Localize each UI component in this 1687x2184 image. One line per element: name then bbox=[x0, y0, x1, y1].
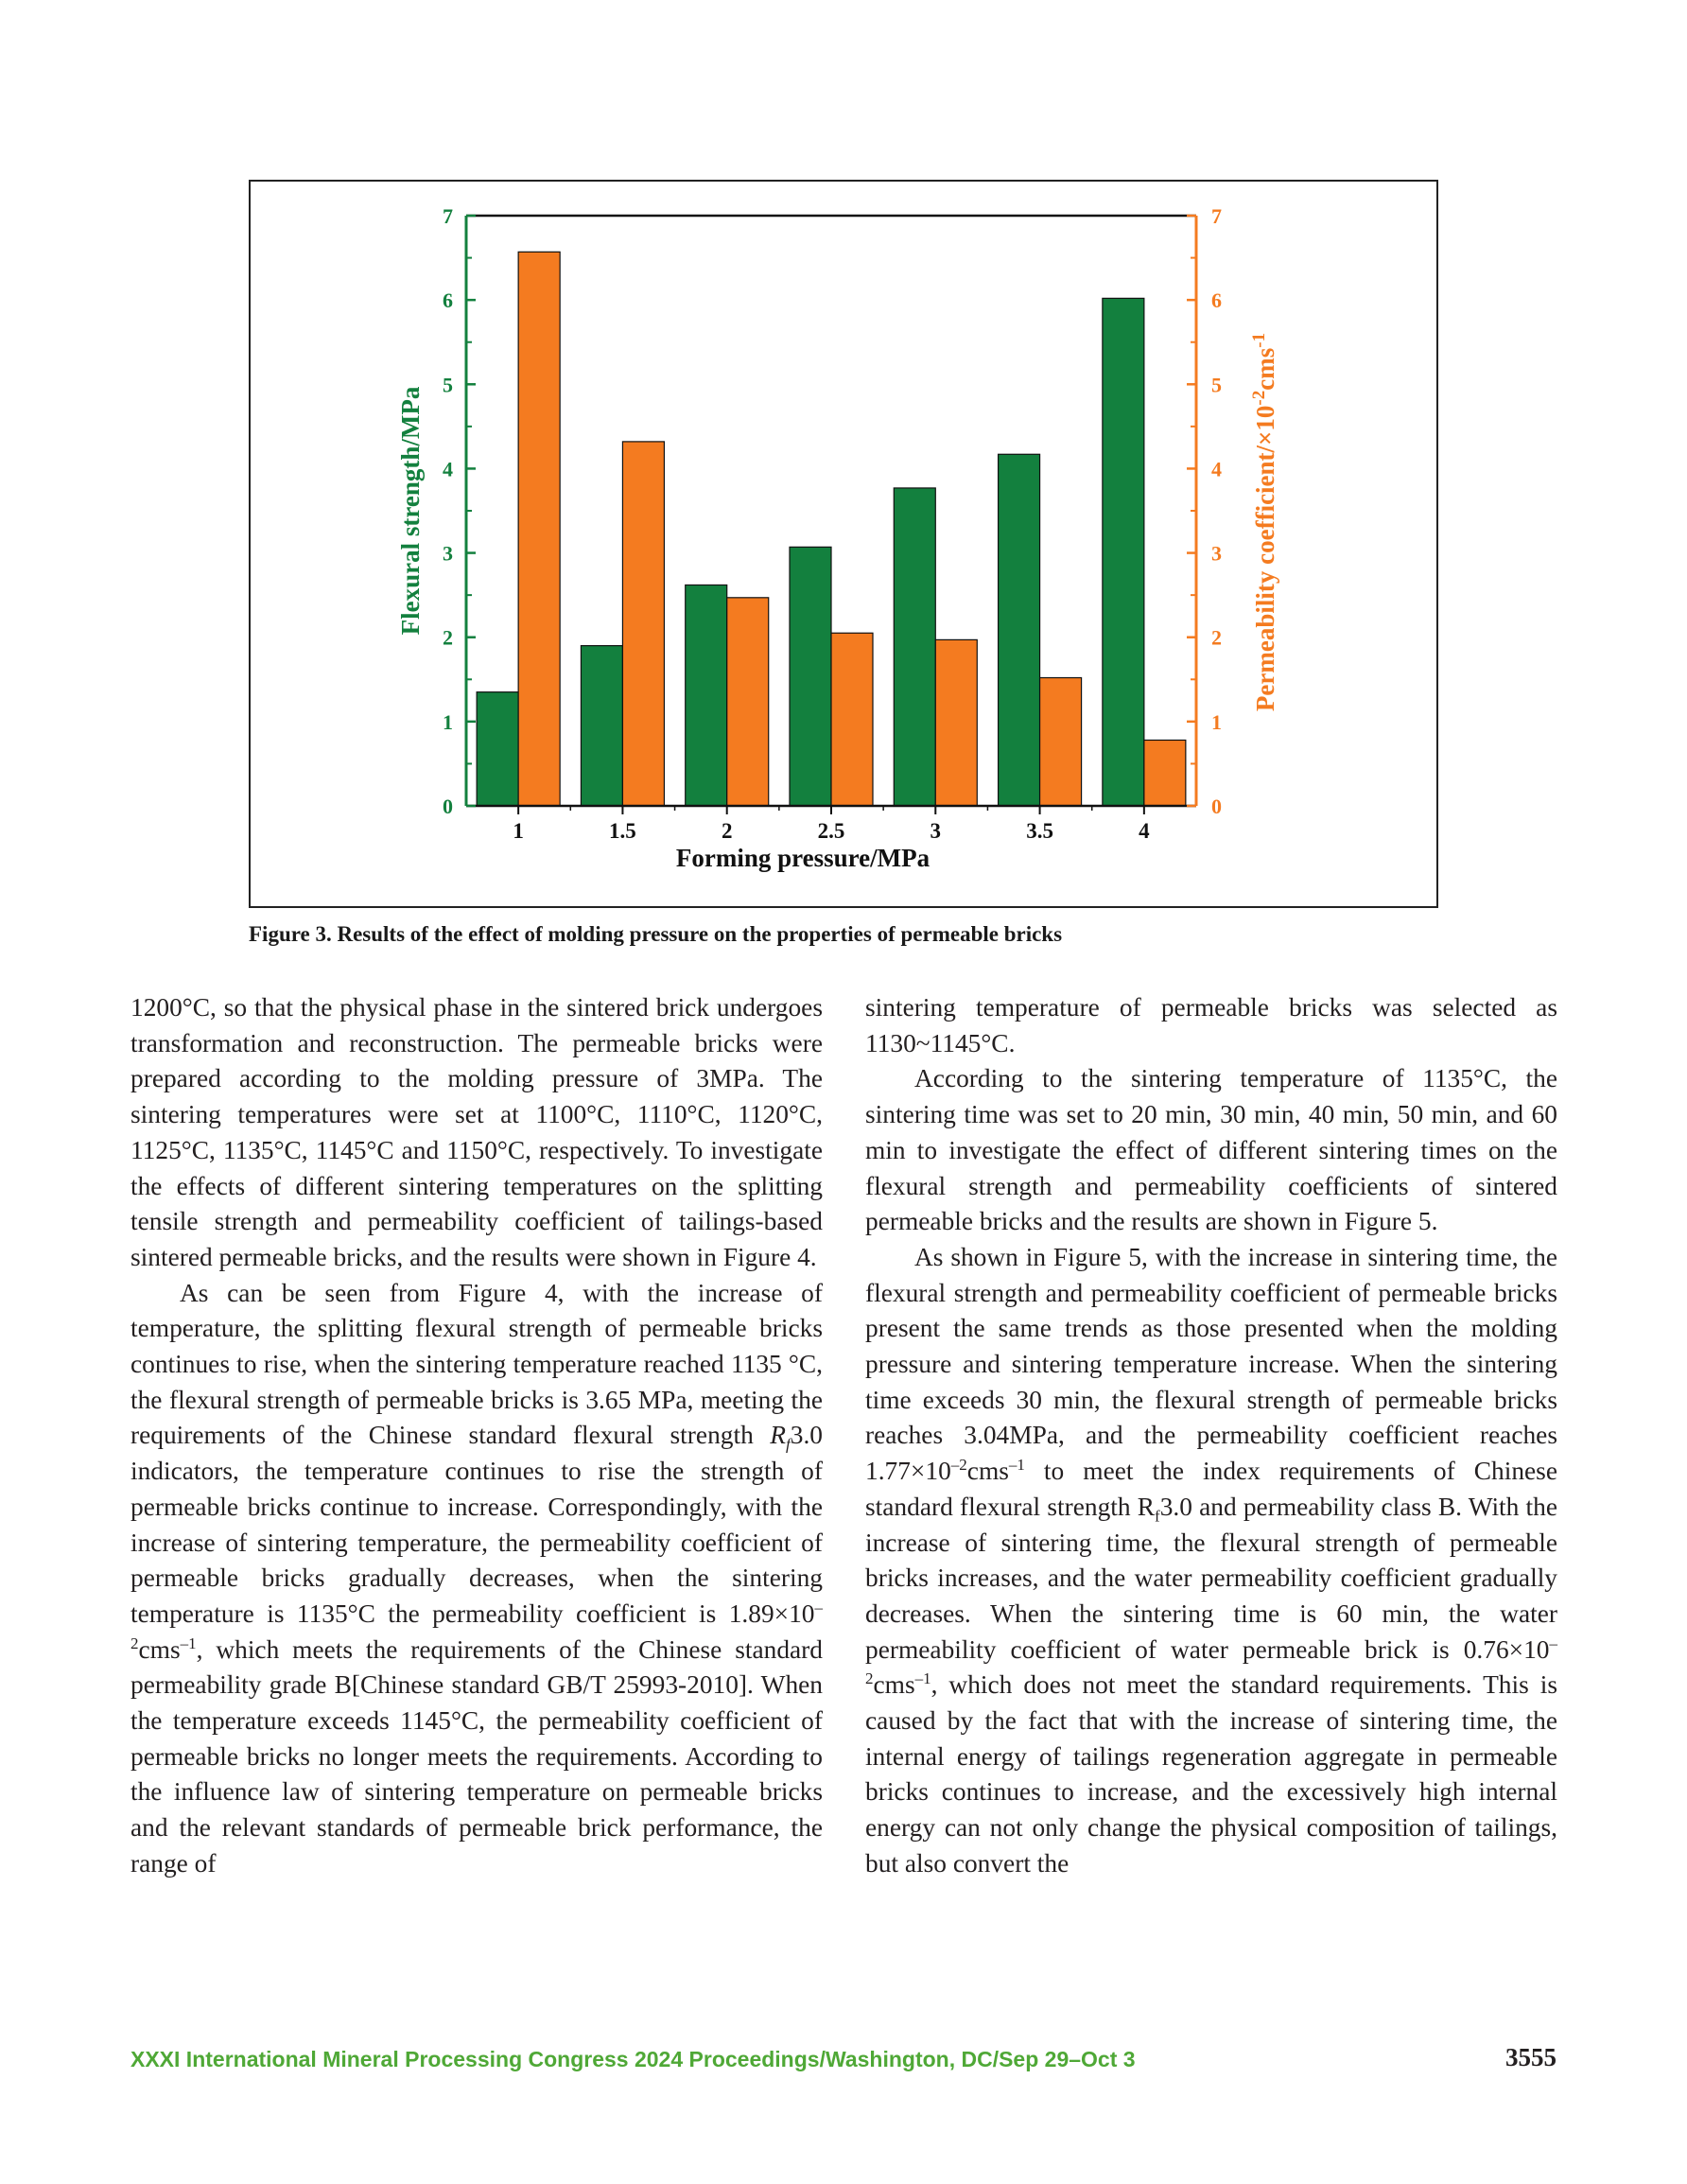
left-tick-label-2: 2 bbox=[443, 625, 453, 650]
right-tick-label-3: 3 bbox=[1211, 541, 1222, 566]
right-axis-title bbox=[1249, 333, 1279, 711]
right-tick-label-4: 4 bbox=[1211, 457, 1222, 481]
bar-series2-3.5 bbox=[1040, 678, 1082, 806]
bar-series1-3 bbox=[894, 488, 935, 806]
bar-series2-1 bbox=[518, 252, 560, 806]
bar-series1-2.5 bbox=[790, 547, 831, 806]
left-tick-label-7: 7 bbox=[443, 204, 453, 228]
left-tick-label-3: 3 bbox=[443, 541, 453, 566]
left-tick-label-0: 0 bbox=[443, 795, 453, 818]
right-tick-label-5: 5 bbox=[1211, 373, 1222, 397]
x-tick-label-1: 1 bbox=[513, 819, 524, 843]
left-tick-label-6: 6 bbox=[443, 288, 453, 313]
right-paragraph-1: sintering temperature of permeable bricks was selected as 1130~1145°C. bbox=[865, 993, 1557, 1057]
left-tick-label-5: 5 bbox=[443, 373, 453, 397]
left-axis-title: Flexural strength/MPa bbox=[396, 386, 425, 636]
figure-caption: Figure 3. Results of the effect of molding pressure on the properties of permeable bricks bbox=[249, 922, 1063, 946]
right-axis-title-part: -2 bbox=[1249, 390, 1269, 406]
right-axis-title-part: -1 bbox=[1249, 332, 1269, 348]
x-tick-label-2.5: 2.5 bbox=[817, 819, 845, 843]
left-paragraph-2: As can be seen from Figure 4, with the increase of temperature, the splitting flexural strength of permeable bricks continues to rise, when the sintering temperature reached 1135 °C, the flexural strength of permeable bricks is 3.65 MPa, meeting the requirements of the Chinese standard flexural strength $R_f3.0$ indicators, the temperature continues to rise the strength of permeable bricks continue to increase. Correspondingly, with the increase of sintering temperature, the permeability coefficient of permeable bricks gradually decreases, when the sintering temperature is 1135°C the permeability coefficient is $1.89\times 10^{-2}cms^{-1}$, which meets the requirements of the Chinese standard permeability grade B[Chinese standard GB/T 25993-2010]. When the temperature exceeds 1145°C, the permeability coefficient of permeable bricks no longer meets the requirements. According to the influence law of sintering temperature on permeable bricks and the relevant standards of permeable brick performance, the range of bbox=[130, 1278, 823, 1878]
bar-series2-2 bbox=[727, 598, 769, 806]
footer-conference: XXXI International Mineral Processing Congress 2024 Proceedings/Washington, DC/Sep 29–Oct 3 bbox=[130, 2047, 1136, 2071]
right-tick-label-1: 1 bbox=[1211, 709, 1222, 734]
bar-chart bbox=[251, 182, 1436, 906]
bar-series1-3.5 bbox=[999, 454, 1040, 806]
right-tick-label-7: 7 bbox=[1211, 204, 1222, 228]
right-tick-label-6: 6 bbox=[1211, 288, 1222, 313]
figure-frame bbox=[249, 180, 1438, 908]
right-paragraph-2: According to the sintering temperature of 1135°C, the sintering time was set to 20 min, 30 min, 40 min, 50 min, and 60 min to investigate the effect of different sintering times on the flexural strength and permeability coefficients of sintered permeable bricks and the results are shown in Figure 5. bbox=[865, 1064, 1557, 1236]
left-tick-label-4: 4 bbox=[443, 457, 453, 481]
right-axis-title-part: cms bbox=[1251, 347, 1279, 391]
right-axis-title-part: Permeability coefficient/×10 bbox=[1251, 405, 1279, 712]
bar-series1-2 bbox=[686, 585, 727, 806]
x-axis-title: Forming pressure/MPa bbox=[675, 844, 930, 872]
left-paragraph-1: 1200°C, so that the physical phase in the sintered brick undergoes transformation and reconstruction. The permeable bricks were prepared according to the molding pressure of 3MPa. The sintering temperatures were set at 1100°C, 1110°C, 1120°C, 1125°C, 1135°C, 1145°C and 1150°C, respectively. To investigate the effects of different sintering temperatures on the splitting tensile strength and permeability coefficient of tailings-based sintered permeable bricks, and the results were shown in Figure 4. bbox=[130, 993, 823, 1271]
page-number: 3555 bbox=[1505, 2043, 1557, 2071]
right-tick-label-0: 0 bbox=[1211, 795, 1222, 818]
x-tick-label-4: 4 bbox=[1139, 819, 1150, 843]
bar-series1-1.5 bbox=[581, 646, 622, 806]
bar-series2-1.5 bbox=[622, 442, 664, 806]
x-tick-label-3.5: 3.5 bbox=[1026, 819, 1053, 843]
right-paragraph-3: As shown in Figure 5, with the increase in sintering time, the flexural strength and permeability coefficient of permeable bricks present the same trends as those presented when the molding pressure and sintering temperature increase. When the sintering time exceeds 30 min, the flexural strength of permeable bricks reaches 3.04MPa, and the permeability coefficient reaches $1.77\times 10^{-2}cms^{-1}$ to meet the index requirements of Chinese standard flexural strength $R_f3.0$ and permeability class B. With the increase of sintering time, the flexural strength of permeable bricks increases, and the water permeability coefficient gradually decreases. When the sintering time is 60 min, the water permeability coefficient of water permeable brick is $0.76\times 10^{-2}cms^{-1}$, which does not meet the standard requirements. This is caused by the fact that with the increase of sintering time, the internal energy of tailings regeneration aggregate in permeable bricks continues to increase, and the excessively high internal energy can not only change the physical composition of tailings, but also convert the bbox=[865, 1242, 1558, 1878]
bar-series1-1 bbox=[477, 692, 518, 806]
right-tick-label-2: 2 bbox=[1211, 625, 1222, 650]
left-column bbox=[130, 990, 823, 1882]
bar-series2-2.5 bbox=[831, 633, 873, 806]
right-column bbox=[865, 990, 1557, 1882]
bar-series2-3 bbox=[935, 639, 977, 806]
x-tick-label-2: 2 bbox=[721, 819, 733, 843]
bar-series1-4 bbox=[1103, 298, 1144, 806]
x-tick-label-3: 3 bbox=[930, 819, 942, 843]
bar-series2-4 bbox=[1144, 740, 1186, 806]
x-tick-label-1.5: 1.5 bbox=[609, 819, 636, 843]
left-tick-label-1: 1 bbox=[443, 709, 453, 734]
